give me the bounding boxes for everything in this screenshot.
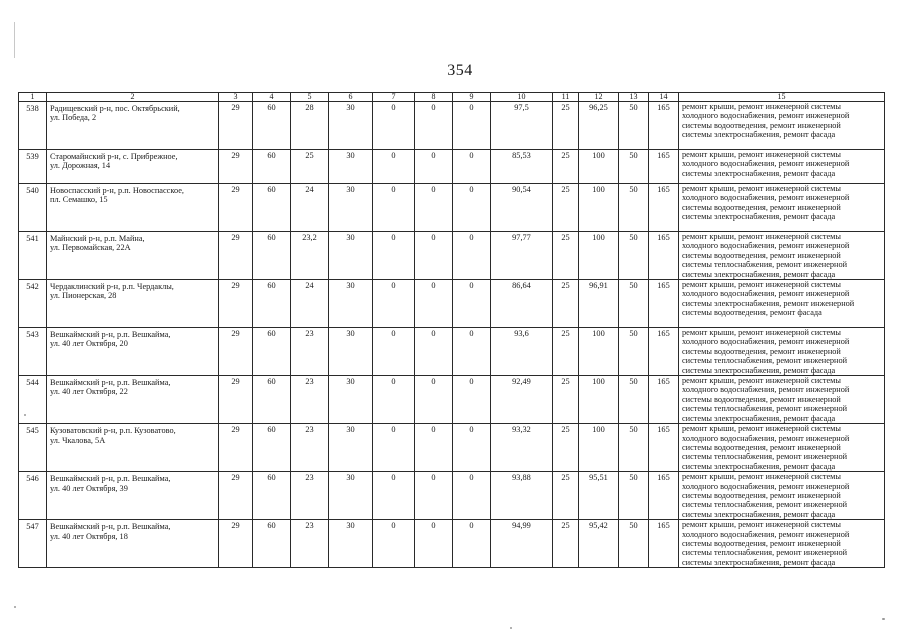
value-cell-col-11: 25 (553, 102, 579, 150)
value-cell-col-5: 24 (291, 280, 329, 328)
value-cell-col-5: 28 (291, 102, 329, 150)
value-cell-col-3: 29 (219, 424, 253, 472)
value-cell-col-5: 23 (291, 472, 329, 520)
work-line: ремонт крыши, ремонт инженерной системы (682, 150, 841, 159)
value-cell-col-14: 165 (649, 184, 679, 232)
value-cell-col-7: 0 (373, 424, 415, 472)
value-cell-col-11: 25 (553, 520, 579, 568)
value-cell-col-6: 30 (329, 232, 373, 280)
value-cell-col-8: 0 (415, 376, 453, 424)
col-header-10: 10 (491, 93, 553, 102)
work-line: системы теплоснабжения, ремонт инженерной (682, 404, 848, 414)
work-line: холодного водоснабжения, ремонт инженерной (682, 289, 850, 299)
value-cell-col-11: 25 (553, 472, 579, 520)
work-line: системы теплоснабжения, ремонт инженерной (682, 500, 848, 510)
value-cell-col-5: 23,2 (291, 232, 329, 280)
row-number: 545 (19, 424, 47, 472)
value-cell-col-8: 0 (415, 328, 453, 376)
value-cell-col-7: 0 (373, 150, 415, 184)
address-line: ул. 40 лет Октября, 18 (50, 531, 128, 541)
value-cell-col-14: 165 (649, 150, 679, 184)
address-line: ул. Пионерская, 28 (50, 291, 117, 301)
work-line: холодного водоснабжения, ремонт инженерной (682, 193, 850, 203)
value-cell-col-5: 23 (291, 376, 329, 424)
work-line: системы электроснабжения, ремонт фасада (682, 557, 836, 567)
header-row (19, 93, 885, 102)
value-cell-col-3: 29 (219, 184, 253, 232)
value-cell-col-10: 97,77 (491, 232, 553, 280)
work-line: системы электроснабжения, ремонт фасада (682, 509, 836, 519)
address-line: Вешкаймский р-н, р.п. Вешкайма, (50, 330, 171, 340)
work-description-cell (679, 328, 885, 376)
value-cell-col-13: 50 (619, 150, 649, 184)
value-cell-col-12: 100 (579, 150, 619, 184)
work-line: системы электроснабжения, ремонт фасада (682, 130, 836, 140)
value-cell-col-6: 30 (329, 102, 373, 150)
work-line: системы водоотведения, ремонт инженерной (682, 202, 841, 212)
value-cell-col-9: 0 (453, 150, 491, 184)
value-cell-col-3: 29 (219, 232, 253, 280)
repair-schedule-table (18, 92, 885, 568)
value-cell-col-4: 60 (253, 280, 291, 328)
value-cell-col-7: 0 (373, 376, 415, 424)
col-header-8: 8 (415, 93, 453, 102)
value-cell-col-7: 0 (373, 520, 415, 568)
table-row (19, 280, 885, 328)
value-cell-col-6: 30 (329, 520, 373, 568)
value-cell-col-14: 165 (649, 520, 679, 568)
value-cell-col-7: 0 (373, 102, 415, 150)
value-cell-col-7: 0 (373, 232, 415, 280)
value-cell-col-14: 165 (649, 472, 679, 520)
work-line: ремонт крыши, ремонт инженерной системы (682, 424, 841, 434)
value-cell-col-14: 165 (649, 328, 679, 376)
value-cell-col-7: 0 (373, 280, 415, 328)
address-line: Радищевский р-н, пос. Октябрьский, (50, 104, 180, 113)
value-cell-col-5: 25 (291, 150, 329, 184)
value-cell-col-3: 29 (219, 328, 253, 376)
work-line: системы электроснабжения, ремонт фасада (682, 461, 836, 471)
work-line: системы водоотведения, ремонт инженерной (682, 490, 841, 500)
work-line: системы электроснабжения, ремонт фасада (682, 269, 836, 279)
value-cell-col-14: 165 (649, 102, 679, 150)
work-line: системы теплоснабжения, ремонт инженерной (682, 356, 848, 366)
address-line: ул. 40 лет Октября, 39 (50, 483, 128, 493)
value-cell-col-4: 60 (253, 232, 291, 280)
value-cell-col-9: 0 (453, 102, 491, 150)
value-cell-col-12: 95,51 (579, 472, 619, 520)
value-cell-col-4: 60 (253, 376, 291, 424)
value-cell-col-5: 24 (291, 184, 329, 232)
value-cell-col-8: 0 (415, 232, 453, 280)
row-number: 541 (19, 232, 47, 280)
col-header-9: 9 (453, 93, 491, 102)
work-line: системы электроснабжения, ремонт фасада (682, 365, 836, 375)
value-cell-col-6: 30 (329, 280, 373, 328)
value-cell-col-4: 60 (253, 328, 291, 376)
row-number: 544 (19, 376, 47, 424)
work-line: системы водоотведения, ремонт инженерной (682, 346, 841, 356)
value-cell-col-12: 96,91 (579, 280, 619, 328)
address-cell (47, 472, 219, 520)
work-line: системы теплоснабжения, ремонт инженерной (682, 548, 848, 558)
table-row (19, 102, 885, 150)
value-cell-col-10: 85,53 (491, 150, 553, 184)
work-line: ремонт крыши, ремонт инженерной системы (682, 520, 841, 530)
value-cell-col-11: 25 (553, 376, 579, 424)
value-cell-col-11: 25 (553, 232, 579, 280)
value-cell-col-11: 25 (553, 184, 579, 232)
address-line: ул. Чкалова, 5А (50, 435, 106, 445)
value-cell-col-10: 93,88 (491, 472, 553, 520)
work-line: системы теплоснабжения, ремонт инженерной (682, 260, 848, 270)
work-line: холодного водоснабжения, ремонт инженерной (682, 241, 850, 251)
value-cell-col-8: 0 (415, 184, 453, 232)
address-cell (47, 184, 219, 232)
address-line: Вешкаймский р-н, р.п. Вешкайма, (50, 474, 171, 484)
table-body (19, 102, 885, 568)
value-cell-col-11: 25 (553, 328, 579, 376)
value-cell-col-14: 165 (649, 376, 679, 424)
row-number: 540 (19, 184, 47, 232)
value-cell-col-12: 100 (579, 184, 619, 232)
col-header-14: 14 (649, 93, 679, 102)
work-line: системы водоотведения, ремонт инженерной (682, 250, 841, 260)
col-header-5: 5 (291, 93, 329, 102)
value-cell-col-4: 60 (253, 150, 291, 184)
address-cell (47, 150, 219, 184)
value-cell-col-8: 0 (415, 280, 453, 328)
value-cell-col-3: 29 (219, 520, 253, 568)
value-cell-col-8: 0 (415, 472, 453, 520)
address-cell (47, 520, 219, 568)
address-cell (47, 328, 219, 376)
value-cell-col-6: 30 (329, 472, 373, 520)
value-cell-col-12: 100 (579, 376, 619, 424)
work-description-cell (679, 232, 885, 280)
work-line: системы водоотведения, ремонт инженерной (682, 394, 841, 404)
row-number: 539 (19, 150, 47, 184)
work-line: холодного водоснабжения, ремонт инженерной (682, 433, 850, 443)
address-line: ул. Победа, 2 (50, 113, 97, 123)
work-line: системы водоотведения, ремонт фасада (682, 308, 822, 318)
work-line: холодного водоснабжения, ремонт инженерной (682, 159, 850, 169)
table-row (19, 150, 885, 184)
work-line: ремонт крыши, ремонт инженерной системы (682, 184, 841, 193)
value-cell-col-4: 60 (253, 520, 291, 568)
work-line: ремонт крыши, ремонт инженерной системы (682, 472, 841, 482)
work-line: холодного водоснабжения, ремонт инженерной (682, 385, 850, 395)
work-description-cell (679, 520, 885, 568)
value-cell-col-13: 50 (619, 472, 649, 520)
row-number: 538 (19, 102, 47, 150)
value-cell-col-9: 0 (453, 520, 491, 568)
work-description-cell (679, 184, 885, 232)
address-line: Майнский р-н, р.п. Майна, (50, 234, 145, 243)
value-cell-col-13: 50 (619, 328, 649, 376)
col-header-2: 2 (47, 93, 219, 102)
col-header-13: 13 (619, 93, 649, 102)
table-row (19, 424, 885, 472)
work-line: ремонт крыши, ремонт инженерной системы (682, 232, 841, 241)
value-cell-col-3: 29 (219, 472, 253, 520)
page-number: 354 (447, 62, 473, 79)
work-line: системы электроснабжения, ремонт инженерной (682, 298, 855, 308)
col-header-11: 11 (553, 93, 579, 102)
value-cell-col-10: 97,5 (491, 102, 553, 150)
value-cell-col-10: 92,49 (491, 376, 553, 424)
value-cell-col-7: 0 (373, 472, 415, 520)
value-cell-col-11: 25 (553, 280, 579, 328)
scan-speck (14, 606, 16, 608)
value-cell-col-12: 100 (579, 424, 619, 472)
value-cell-col-8: 0 (415, 150, 453, 184)
work-line: системы электроснабжения, ремонт фасада (682, 413, 836, 423)
address-cell (47, 376, 219, 424)
value-cell-col-13: 50 (619, 376, 649, 424)
value-cell-col-10: 93,6 (491, 328, 553, 376)
work-description-cell (679, 472, 885, 520)
value-cell-col-11: 25 (553, 424, 579, 472)
value-cell-col-12: 95,42 (579, 520, 619, 568)
value-cell-col-11: 25 (553, 150, 579, 184)
work-line: ремонт крыши, ремонт инженерной системы (682, 102, 841, 111)
work-description-cell (679, 150, 885, 184)
work-line: ремонт крыши, ремонт инженерной системы (682, 280, 841, 290)
value-cell-col-13: 50 (619, 424, 649, 472)
work-line: холодного водоснабжения, ремонт инженерной (682, 111, 850, 121)
address-line: Вешкаймский р-н, р.п. Вешкайма, (50, 522, 171, 532)
work-line: системы водоотведения, ремонт инженерной (682, 120, 841, 130)
row-number: 542 (19, 280, 47, 328)
value-cell-col-8: 0 (415, 520, 453, 568)
address-cell (47, 232, 219, 280)
row-number: 546 (19, 472, 47, 520)
table-row (19, 184, 885, 232)
work-line: холодного водоснабжения, ремонт инженерной (682, 529, 850, 539)
value-cell-col-7: 0 (373, 328, 415, 376)
work-line: холодного водоснабжения, ремонт инженерной (682, 481, 850, 491)
scan-edge-mark (14, 22, 15, 58)
value-cell-col-4: 60 (253, 472, 291, 520)
address-line: Новоспасский р-н, р.п. Новоспасское, (50, 186, 184, 195)
address-line: ул. 40 лет Октября, 20 (50, 339, 128, 349)
address-line: Старомайнский р-н, с. Прибрежное, (50, 152, 178, 161)
value-cell-col-9: 0 (453, 424, 491, 472)
value-cell-col-6: 30 (329, 376, 373, 424)
value-cell-col-10: 90,54 (491, 184, 553, 232)
value-cell-col-6: 30 (329, 328, 373, 376)
scan-speck (510, 627, 512, 629)
work-description-cell (679, 376, 885, 424)
value-cell-col-14: 165 (649, 424, 679, 472)
value-cell-col-12: 100 (579, 232, 619, 280)
value-cell-col-14: 165 (649, 280, 679, 328)
address-cell (47, 102, 219, 150)
value-cell-col-9: 0 (453, 376, 491, 424)
col-header-12: 12 (579, 93, 619, 102)
table-row (19, 472, 885, 520)
work-description-cell (679, 280, 885, 328)
address-line: Вешкаймский р-н, р.п. Вешкайма, (50, 378, 171, 388)
value-cell-col-3: 29 (219, 150, 253, 184)
value-cell-col-13: 50 (619, 520, 649, 568)
value-cell-col-9: 0 (453, 328, 491, 376)
value-cell-col-9: 0 (453, 280, 491, 328)
scan-speck (882, 618, 885, 620)
address-cell (47, 424, 219, 472)
value-cell-col-3: 29 (219, 102, 253, 150)
work-line: системы водоотведения, ремонт инженерной (682, 442, 841, 452)
value-cell-col-9: 0 (453, 232, 491, 280)
value-cell-col-10: 93,32 (491, 424, 553, 472)
col-header-15: 15 (679, 93, 885, 102)
work-line: системы электроснабжения, ремонт фасада (682, 168, 836, 178)
value-cell-col-13: 50 (619, 280, 649, 328)
value-cell-col-6: 30 (329, 424, 373, 472)
value-cell-col-12: 100 (579, 328, 619, 376)
address-line: ул. Дорожная, 14 (50, 161, 111, 171)
value-cell-col-5: 23 (291, 520, 329, 568)
value-cell-col-5: 23 (291, 424, 329, 472)
work-line: системы электроснабжения, ремонт фасада (682, 212, 836, 222)
col-header-1: 1 (19, 93, 47, 102)
row-number: 547 (19, 520, 47, 568)
value-cell-col-3: 29 (219, 376, 253, 424)
value-cell-col-7: 0 (373, 184, 415, 232)
value-cell-col-3: 29 (219, 280, 253, 328)
value-cell-col-9: 0 (453, 472, 491, 520)
value-cell-col-10: 94,99 (491, 520, 553, 568)
work-description-cell (679, 102, 885, 150)
table-row (19, 328, 885, 376)
address-line: ул. Первомайская, 22А (50, 243, 131, 253)
work-line: системы водоотведения, ремонт инженерной (682, 538, 841, 548)
work-line: ремонт крыши, ремонт инженерной системы (682, 328, 841, 338)
col-header-3: 3 (219, 93, 253, 102)
value-cell-col-8: 0 (415, 102, 453, 150)
address-cell (47, 280, 219, 328)
value-cell-col-9: 0 (453, 184, 491, 232)
value-cell-col-14: 165 (649, 232, 679, 280)
row-number: 543 (19, 328, 47, 376)
value-cell-col-4: 60 (253, 184, 291, 232)
value-cell-col-4: 60 (253, 424, 291, 472)
value-cell-col-10: 86,64 (491, 280, 553, 328)
value-cell-col-6: 30 (329, 150, 373, 184)
col-header-6: 6 (329, 93, 373, 102)
table-row (19, 232, 885, 280)
value-cell-col-12: 96,25 (579, 102, 619, 150)
address-line: Кузоватовский р-н, р.п. Кузоватово, (50, 426, 176, 436)
value-cell-col-5: 23 (291, 328, 329, 376)
value-cell-col-4: 60 (253, 102, 291, 150)
value-cell-col-8: 0 (415, 424, 453, 472)
work-line: ремонт крыши, ремонт инженерной системы (682, 376, 841, 386)
value-cell-col-13: 50 (619, 184, 649, 232)
address-line: ул. 40 лет Октября, 22 (50, 387, 128, 397)
address-line: Чердаклинский р-н, р.п. Чердаклы, (50, 282, 174, 292)
col-header-7: 7 (373, 93, 415, 102)
value-cell-col-6: 30 (329, 184, 373, 232)
table-row (19, 520, 885, 568)
col-header-4: 4 (253, 93, 291, 102)
table-row (19, 376, 885, 424)
work-line: холодного водоснабжения, ремонт инженерной (682, 337, 850, 347)
value-cell-col-13: 50 (619, 232, 649, 280)
work-line: системы теплоснабжения, ремонт инженерной (682, 452, 848, 462)
value-cell-col-13: 50 (619, 102, 649, 150)
data-table-container (18, 92, 884, 568)
address-line: пл. Семашко, 15 (50, 195, 108, 205)
scan-speck (24, 414, 26, 416)
work-description-cell (679, 424, 885, 472)
